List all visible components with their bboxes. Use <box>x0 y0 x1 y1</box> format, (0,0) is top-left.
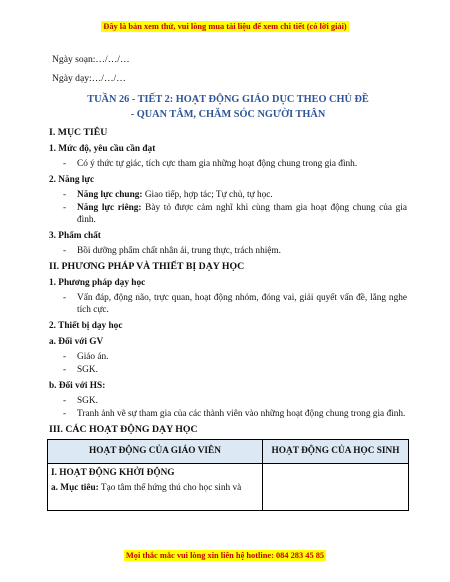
objective-line <box>51 482 259 494</box>
student-equipment-list <box>49 395 407 420</box>
section-objectives-heading: I. MỤC TIÊU <box>49 126 108 138</box>
student-equipment-heading: b. Đối với HS: <box>49 380 106 391</box>
general-competency-text: Giao tiếp, hợp tác; Tự chủ, tự học. <box>142 189 273 200</box>
section-methods-heading: II. PHƯƠNG PHÁP VÀ THIẾT BỊ DẠY HỌC <box>49 260 245 272</box>
list-item: - Tranh ảnh vẽ sự tham gia của các thành viên vào những hoạt động chung trong gia đình. <box>49 408 407 420</box>
lesson-title-line1: TUẦN 26 - TIẾT 2: HOẠT ĐỘNG GIÁO DỤC THEO CHỦ ĐỀ <box>87 93 369 105</box>
hotline-banner <box>0 551 450 560</box>
competency-heading: 2. Năng lực <box>49 174 95 185</box>
teacher-equipment-list <box>49 351 407 376</box>
competency-list <box>49 189 407 226</box>
student-activity-cell <box>263 463 409 510</box>
objective-text: Tạo tâm thế hứng thú cho học sinh và <box>98 482 242 493</box>
list-item: - Vấn đáp, động não, trực quan, hoạt động nhóm, đóng vai, giải quyết vấn đề, lắng nghe tích cực. <box>49 292 407 316</box>
teacher-equipment-heading: a. Đối với GV <box>49 336 104 347</box>
preview-banner <box>0 22 450 31</box>
specific-competency-text: Bày tỏ được cảm nghĩ khi cùng tham gia hoạt động chung của gia đình. <box>77 202 407 225</box>
list-item: - SGK. <box>49 395 407 407</box>
lesson-title <box>49 92 407 123</box>
list-item <box>49 202 407 226</box>
qualities-heading: 3. Phẩm chất <box>49 230 101 241</box>
objective-label: a. Mục tiêu: <box>51 482 99 493</box>
specific-competency-label: Năng lực riêng: <box>77 202 142 213</box>
requirements-heading: 1. Mức độ, yêu cầu cần đạt <box>49 143 156 154</box>
warmup-heading: I. HOẠT ĐỘNG KHỞI ĐỘNG <box>51 467 175 478</box>
prep-date: Ngày soạn:…/…/… <box>52 54 130 65</box>
teacher-column-header: HOẠT ĐỘNG CỦA GIÁO VIÊN <box>48 439 263 463</box>
methods-list <box>49 292 407 316</box>
hotline-banner-text: Mọi thắc mắc vui lòng xin liên hệ hotline: 084 283 45 85 <box>125 551 325 560</box>
list-item <box>49 189 407 201</box>
table-header-row <box>48 439 409 463</box>
section-activities-heading: III. CÁC HOẠT ĐỘNG DẠY HỌC <box>49 423 198 435</box>
table-row <box>48 463 409 510</box>
teacher-activity-cell <box>48 463 263 510</box>
list-item: - Bồi dưỡng phẩm chất nhân ái, trung thực, trách nhiệm. <box>49 245 407 257</box>
requirements-list <box>49 158 407 170</box>
list-item: - SGK. <box>49 364 407 376</box>
document-body <box>49 54 407 511</box>
preview-banner-text: Đây là bản xem thử, vui lòng mua tài liệu để xem chi tiết (có lời giải) <box>103 22 347 31</box>
lesson-title-line2: - QUAN TÂM, CHĂM SÓC NGƯỜI THÂN <box>130 109 326 120</box>
student-column-header: HOẠT ĐỘNG CỦA HỌC SINH <box>263 439 409 463</box>
teach-date: Ngày dạy:…/…/… <box>52 72 126 84</box>
qualities-list <box>49 245 407 257</box>
methods-heading: 1. Phương pháp dạy học <box>49 277 146 288</box>
activities-table <box>47 439 409 511</box>
list-item: - Có ý thức tự giác, tích cực tham gia những hoạt động chung trong gia đình. <box>49 158 407 170</box>
list-item: - Giáo án. <box>49 351 407 363</box>
equipment-heading: 2. Thiết bị dạy học <box>49 320 123 331</box>
general-competency-label: Năng lực chung: <box>77 189 143 200</box>
